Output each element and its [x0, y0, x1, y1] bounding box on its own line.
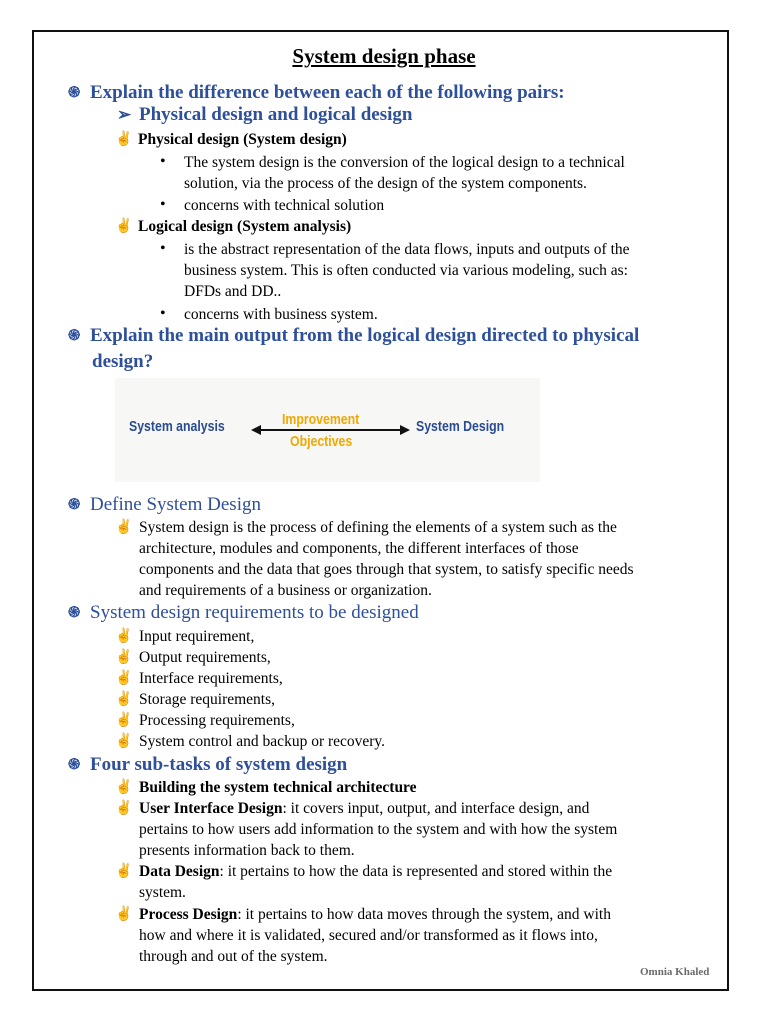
logical-bullet2: concerns with business system. — [184, 306, 378, 323]
definition-line1: System design is the process of defining the elements of a system such as the — [139, 519, 617, 536]
bullet-dot: • — [160, 196, 166, 213]
subheading-physical-logical: ➢ Physical design and logical design — [117, 104, 413, 125]
victory-hand-icon: ✌ — [115, 692, 133, 707]
requirement-item: Input requirement, — [139, 628, 255, 645]
victory-hand-icon: ✌ — [115, 671, 133, 686]
bullet-dot: • — [160, 153, 166, 170]
physical-bullet1-line2: solution, via the process of the design of the system components. — [184, 175, 587, 192]
heading-requirements: ֍ System design requirements to be designed — [68, 600, 419, 626]
definition-line4: and requirements of a business or organization. — [139, 582, 432, 599]
spiral-icon: ֍ — [68, 605, 81, 621]
requirement-item: Interface requirements, — [139, 670, 283, 687]
diagram-left-label: System analysis — [129, 418, 225, 435]
spiral-icon: ֍ — [68, 85, 81, 101]
victory-hand-icon: ✌ — [115, 734, 133, 749]
spiral-icon: ֍ — [68, 757, 81, 773]
victory-hand-icon: ✌ — [115, 801, 133, 816]
task-data-design-line2: system. — [139, 884, 186, 901]
definition-line2: architecture, modules and components, the different interfaces of those — [139, 540, 579, 557]
arrow-right-icon: ➢ — [117, 105, 132, 124]
requirement-item: Processing requirements, — [139, 712, 295, 729]
heading-define-system-design: ֍ Define System Design — [68, 492, 261, 518]
analysis-design-diagram — [115, 378, 540, 482]
victory-hand-icon: ✌ — [115, 780, 133, 795]
physical-bullet1-line1: The system design is the conversion of the logical design to a technical — [184, 154, 625, 171]
victory-hand-icon: ✌ — [115, 650, 133, 665]
victory-hand-icon: ✌ — [115, 132, 133, 147]
victory-hand-icon: ✌ — [115, 629, 133, 644]
bullet-dot: • — [160, 240, 166, 257]
logical-bullet1-line3: DFDs and DD.. — [184, 283, 282, 300]
diagram-right-label: System Design — [416, 418, 505, 435]
task-ui-design-line1: User Interface Design: it covers input, output, and interface design, and — [139, 800, 590, 817]
logical-bullet1-line2: business system. This is often conducted via various modeling, such as: — [184, 262, 628, 279]
task-ui-design-line2: pertains to how users add information to the system and with how the system — [139, 821, 618, 838]
victory-hand-icon: ✌ — [115, 713, 133, 728]
task-process-design-line1: Process Design: it pertains to how data moves through the system, and with — [139, 906, 611, 923]
diagram-middle-bottom: Objectives — [290, 433, 353, 450]
heading-main-output-line2: design? — [92, 351, 154, 372]
task-data-design-line1: Data Design: it pertains to how the data is represented and stored within the — [139, 863, 613, 880]
victory-hand-icon: ✌ — [115, 907, 133, 922]
spiral-icon: ֍ — [68, 328, 81, 344]
task-architecture: Building the system technical architecture — [139, 779, 417, 796]
physical-bullet2: concerns with technical solution — [184, 197, 385, 214]
requirement-item: Output requirements, — [139, 649, 271, 666]
physical-design-label: Physical design (System design) — [138, 131, 347, 148]
definition-line3: components and the data that goes through that system, to satisfy specific needs — [139, 561, 634, 578]
victory-hand-icon: ✌ — [115, 864, 133, 879]
task-ui-design-line3: presents information back to them. — [139, 842, 355, 859]
diagram-middle-top: Improvement — [282, 411, 360, 428]
task-process-design-line3: through and out of the system. — [139, 948, 328, 965]
task-process-design-line2: how and where it is validated, secured and/or transformed as it flows into, — [139, 927, 598, 944]
heading-difference: ֍ Explain the difference between each of the following pairs: — [68, 80, 565, 106]
heading-main-output: ֍ Explain the main output from the logical design directed to physical — [68, 323, 639, 349]
author-signature: Omnia Khaled — [640, 966, 710, 978]
logical-bullet1-line1: is the abstract representation of the data flows, inputs and outputs of the — [184, 241, 630, 258]
spiral-icon: ֍ — [68, 497, 81, 513]
victory-hand-icon: ✌ — [115, 520, 133, 535]
requirement-item: Storage requirements, — [139, 691, 276, 708]
victory-hand-icon: ✌ — [115, 219, 133, 234]
page-title: System design phase — [292, 44, 476, 68]
heading-sub-tasks: ֍ Four sub-tasks of system design — [68, 752, 347, 778]
bullet-dot: • — [160, 305, 166, 322]
requirement-item: System control and backup or recovery. — [139, 733, 386, 750]
logical-design-label: Logical design (System analysis) — [138, 218, 352, 235]
